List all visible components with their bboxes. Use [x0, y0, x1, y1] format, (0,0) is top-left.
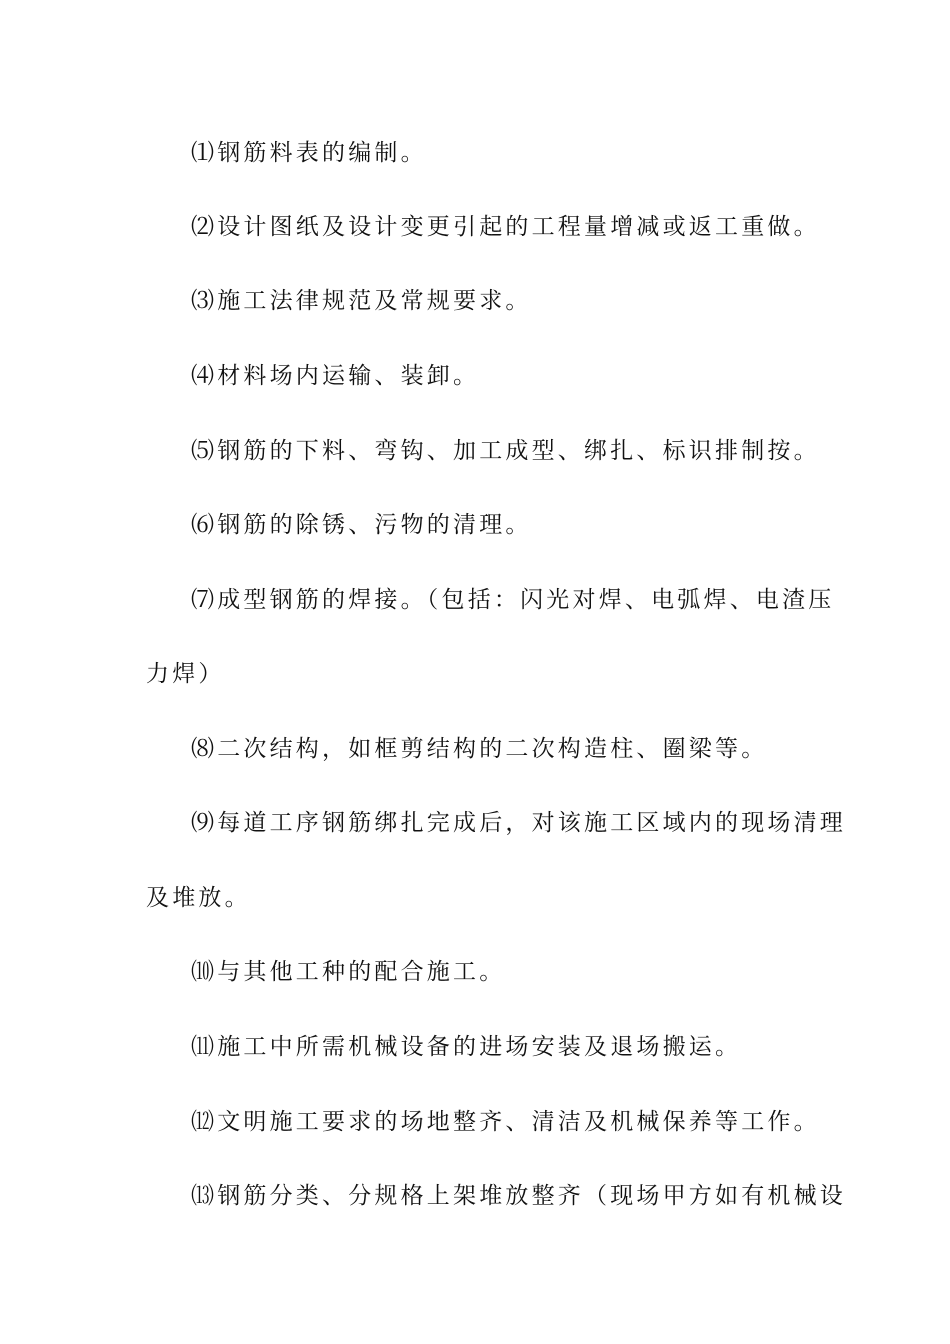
- list-item-5: ⑸钢筋的下料、弯钩、加工成型、绑扎、标识排制按。: [191, 438, 820, 464]
- list-item-3: ⑶施工法律规范及常规要求。: [191, 288, 532, 314]
- list-item-11: ⑾施工中所需机械设备的进场安装及退场搬运。: [191, 1034, 742, 1060]
- list-item-2: ⑵设计图纸及设计变更引起的工程量增减或返工重做。: [191, 214, 820, 240]
- list-item-9: ⑼每道工序钢筋绑扎完成后，对该施工区域内的现场清理: [191, 810, 846, 836]
- list-item-1: ⑴钢筋料表的编制。: [191, 140, 427, 166]
- list-item-10: ⑽与其他工种的配合施工。: [191, 959, 506, 985]
- list-item-7-continuation: 力焊）: [146, 661, 225, 687]
- list-item-12: ⑿文明施工要求的场地整齐、清洁及机械保养等工作。: [191, 1109, 820, 1135]
- list-item-8: ⑻二次结构，如框剪结构的二次构造柱、圈梁等。: [191, 736, 768, 762]
- list-item-9-continuation: 及堆放。: [146, 885, 251, 911]
- list-item-6: ⑹钢筋的除锈、污物的清理。: [191, 512, 532, 538]
- list-item-4: ⑷材料场内运输、装卸。: [191, 363, 480, 389]
- list-item-13: ⒀钢筋分类、分规格上架堆放整齐（现场甲方如有机械设: [191, 1183, 846, 1209]
- list-item-7: ⑺成型钢筋的焊接。（包括：闪光对焊、电弧焊、电渣压: [191, 587, 835, 613]
